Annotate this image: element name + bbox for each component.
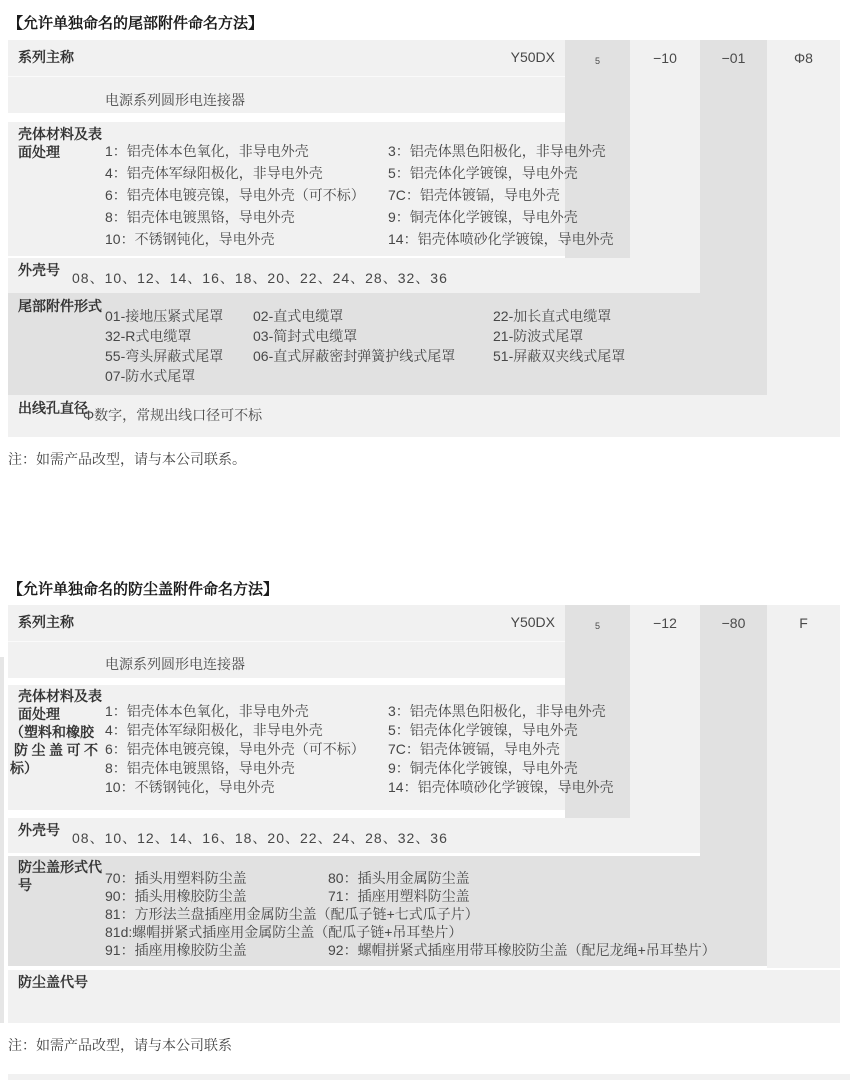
material-item: 8：铝壳体电镀黑铬，导电外壳 <box>105 760 295 776</box>
material-item: 1：铝壳体本色氧化，非导电外壳 <box>105 703 309 719</box>
material-item: 5：铝壳体化学镀镍，导电外壳 <box>388 165 578 181</box>
section2-code-band-4 <box>767 605 840 968</box>
dustcap-option-row <box>105 869 716 887</box>
section2-series-label: 系列主称 <box>18 614 74 630</box>
section1-code-2: −10 <box>653 50 677 66</box>
dustcap-option: 81：方形法兰盘插座用金属防尘盖（配瓜子链+七式瓜子片） <box>105 906 479 922</box>
section1-series-label: 系列主称 <box>18 49 74 65</box>
section2-material-label-line5: 标） <box>10 760 38 776</box>
material-item: 4：铝壳体军绿阳极化，非导电外壳 <box>105 722 323 738</box>
section1-shell-values: 08、10、12、14、16、18、20、22、24、28、32、36 <box>72 270 448 286</box>
material-item: 4：铝壳体军绿阳极化，非导电外壳 <box>105 165 323 181</box>
section2-dustcap-form-label-line1: 防尘盖形式代 <box>18 859 102 875</box>
page-edge-strip <box>0 657 4 1023</box>
tail-option: 51-屏蔽双夹线式尾罩 <box>493 348 626 364</box>
section1-code-band-4 <box>767 40 840 395</box>
tail-option-row <box>105 326 625 346</box>
dustcap-option: 91：插座用橡胶防尘盖 <box>105 942 247 958</box>
section1-material-label-line2: 面处理 <box>18 144 60 160</box>
section2-dustcap-code-block <box>8 970 840 1023</box>
section1-material-list-right <box>388 140 614 250</box>
dustcap-option: 92：螺帽拼紧式插座用带耳橡胶防尘盖（配尼龙绳+吊耳垫片） <box>328 942 716 958</box>
section1-title: 【允许单独命名的尾部附件命名方法】 <box>8 15 264 32</box>
section2-code-band-3 <box>700 605 767 856</box>
tail-option: 55-弯头屏蔽式尾罩 <box>105 348 224 364</box>
section2-shell-label: 外壳号 <box>18 822 60 838</box>
section2-shell-values: 08、10、12、14、16、18、20、22、24、28、32、36 <box>72 830 448 846</box>
material-item: 3：铝壳体黑色阳极化，非导电外壳 <box>388 143 606 159</box>
section2-code-3: −80 <box>721 615 746 631</box>
section1-series-desc: 电源系列圆形电连接器 <box>105 92 245 108</box>
section2-series-divider <box>8 641 565 642</box>
section2-code-2: −12 <box>653 615 677 631</box>
tail-option: 01-接地压紧式尾罩 <box>105 308 224 324</box>
material-item: 5：铝壳体化学镀镍，导电外壳 <box>388 722 578 738</box>
dustcap-option-row <box>105 887 716 905</box>
section1-material-list-left <box>105 140 365 250</box>
section2-dustcap-options <box>105 869 716 959</box>
section1-tail-label: 尾部附件形式 <box>18 298 102 314</box>
tail-option: 07-防水式尾罩 <box>105 368 196 384</box>
material-item: 8：铝壳体电镀黑铬，导电外壳 <box>105 209 295 225</box>
section2-dustcap-form-label-line2: 号 <box>18 877 32 893</box>
tail-option: 06-直式屏蔽密封弹簧护线式尾罩 <box>253 348 456 364</box>
dustcap-option: 80：插头用金属防尘盖 <box>328 870 470 886</box>
material-item: 6：铝壳体电镀亮镍，导电外壳（可不标） <box>105 187 365 203</box>
section2-material-list-right <box>388 702 614 797</box>
section2-code-4: F <box>799 615 808 631</box>
material-item: 9：铜壳体化学镀镍，导电外壳 <box>388 760 578 776</box>
bottom-cutoff-block <box>8 1074 850 1080</box>
tail-option: 21-防波式尾罩 <box>493 328 584 344</box>
section1-series-divider <box>8 76 565 77</box>
section1-material-label-line1: 壳体材料及表 <box>18 126 102 142</box>
dustcap-option-row <box>105 923 716 941</box>
section2-series-value: Y50DX <box>510 614 555 630</box>
dustcap-option: 81d:螺帽拼紧式插座用金属防尘盖（配瓜子链+吊耳垫片） <box>105 924 463 940</box>
section1-outlet-text: Φ数字，常规出线口径可不标 <box>83 407 263 423</box>
dustcap-option-row <box>105 941 716 959</box>
material-item: 10：不锈钢钝化，导电外壳 <box>105 231 275 247</box>
dustcap-option: 90：插头用橡胶防尘盖 <box>105 888 247 904</box>
section2-dustcap-code-label: 防尘盖代号 <box>18 974 88 990</box>
section1-code-4: Φ8 <box>794 50 813 66</box>
section1-series-value: Y50DX <box>510 49 555 65</box>
section1-code-1: 5 <box>594 56 600 66</box>
tail-option: 32-R式电缆罩 <box>105 328 192 344</box>
material-item: 9：铜壳体化学镀镍，导电外壳 <box>388 209 578 225</box>
dustcap-option: 70：插头用塑料防尘盖 <box>105 870 247 886</box>
material-item: 7C：铝壳体镀镉，导电外壳 <box>388 741 560 757</box>
section1-note: 注：如需产品改型，请与本公司联系。 <box>8 451 246 467</box>
section2-note: 注：如需产品改型，请与本公司联系 <box>8 1037 232 1053</box>
tail-option-row <box>105 366 625 386</box>
material-item: 3：铝壳体黑色阳极化，非导电外壳 <box>388 703 606 719</box>
section2-material-label-line1: 壳体材料及表 <box>18 688 102 704</box>
section1-tail-options <box>105 306 625 386</box>
dustcap-option: 71：插座用塑料防尘盖 <box>328 888 470 904</box>
section2-title: 【允许单独命名的防尘盖附件命名方法】 <box>8 581 279 598</box>
material-item: 1：铝壳体本色氧化，非导电外壳 <box>105 143 309 159</box>
tail-option: 02-直式电缆罩 <box>253 308 344 324</box>
tail-option: 22-加长直式电缆罩 <box>493 308 612 324</box>
tail-option-row <box>105 346 625 366</box>
material-item: 6：铝壳体电镀亮镍，导电外壳（可不标） <box>105 741 365 757</box>
section2-code-band-2 <box>630 605 700 818</box>
section1-code-band-2 <box>630 40 700 258</box>
material-item: 10：不锈钢钝化，导电外壳 <box>105 779 275 795</box>
section2-material-label-line4: 防尘盖可不 <box>14 742 102 758</box>
material-item: 7C：铝壳体镀镉，导电外壳 <box>388 187 560 203</box>
dustcap-option-row <box>105 905 716 923</box>
section2-material-label-line3: （塑料和橡胶 <box>10 724 94 740</box>
section2-code-1: 5 <box>594 621 600 631</box>
section1-outlet-label: 出线孔直径 <box>18 400 88 416</box>
material-item: 14：铝壳体喷砂化学镀镍，导电外壳 <box>388 779 614 795</box>
section2-series-desc: 电源系列圆形电连接器 <box>105 656 245 672</box>
section1-shell-label: 外壳号 <box>18 262 60 278</box>
section1-code-3: −01 <box>721 50 746 66</box>
material-item: 14：铝壳体喷砂化学镀镍，导电外壳 <box>388 231 614 247</box>
section2-material-label-line2: 面处理 <box>18 706 60 722</box>
section1-code-band-3 <box>700 40 767 293</box>
section2-material-list-left <box>105 702 365 797</box>
tail-option-row <box>105 306 625 326</box>
tail-option: 03-简封式电缆罩 <box>253 328 358 344</box>
